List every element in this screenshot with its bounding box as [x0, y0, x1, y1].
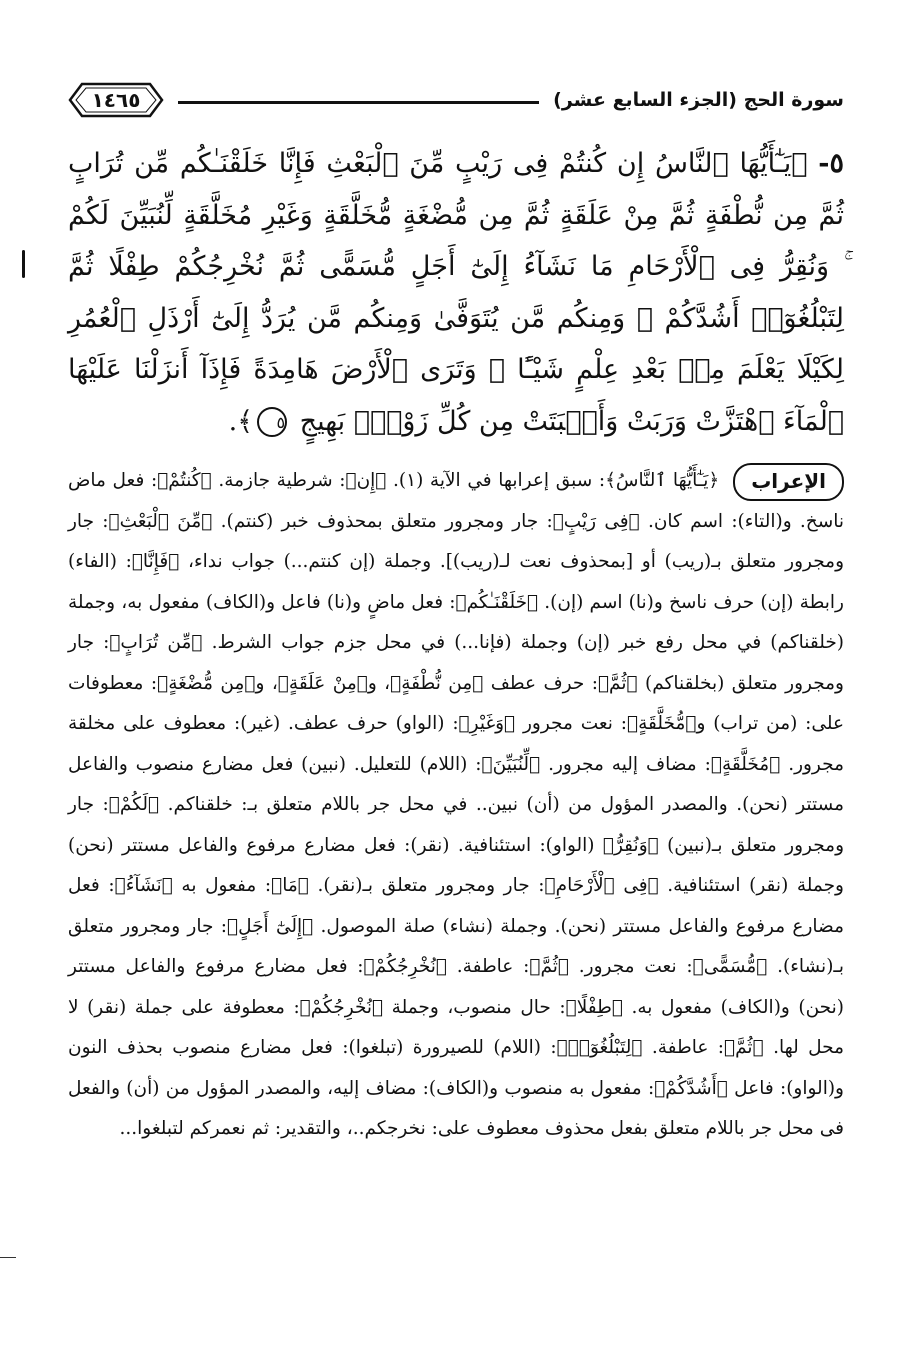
verse-closing: ﴾.	[228, 405, 254, 437]
verse-end-marker: ٥	[257, 407, 287, 437]
verse-text: ﴿يَـٰٓأَيُّهَا ٱلنَّاسُ إِن كُنتُمْ فِى رَيْبٍ مِّنَ ٱلْبَعْثِ فَإِنَّا خَلَقْنَـٰكُم مِّن تُرَابٍ ثُمَّ مِن نُّطْفَةٍ ثُمَّ مِنْ عَلَقَةٍ ثُمَّ مِن مُّضْغَةٍ مُّخَلَّقَةٍ وَغَيْرِ مُخَلَّقَةٍ لِّنُبَيِّنَ لَكُمْ ۚ وَنُقِرُّ فِى ٱلْأَرْحَامِ مَا نَشَآءُ إِلَىٰٓ أَجَلٍ مُّسَمًّى ثُمَّ نُخْرِجُكُمْ طِفْلًا ثُمَّ لِتَبْلُغُوٓا۟ أَشُدَّكُمْ ۖ وَمِنكُم مَّن يُتَوَفَّىٰ وَمِنكُم مَّن يُرَدُّ إِلَىٰٓ أَرْذَلِ ٱلْعُمُرِ لِكَيْلَا يَعْلَمَ مِنۢ بَعْدِ عِلْمٍ شَيْـًٔا ۚ وَتَرَى ٱلْأَرْضَ هَامِدَةً فَإِذَآ أَنزَلْنَا عَلَيْهَا ٱلْمَآءَ ٱهْتَزَّتْ وَرَبَتْ وَأَنۢبَتَتْ مِن كُلِّ زَوْجٍۭ بَهِيجٍ	[68, 148, 844, 437]
header-rule	[178, 101, 539, 104]
irab-section	[68, 461, 844, 1150]
page-number	[68, 80, 164, 120]
irab-text: ﴿يَـٰٓأَيُّهَا ٱلنَّاسُ﴾: سبق إعرابها في الآية (١). ﴿إِن﴾: شرطية جازمة. ﴿كُنتُمْ﴾: فعل ماض ناسخ. و(التاء): اسم كان. ﴿فِى رَيْبٍ﴾: جار ومجرور متعلق بمحذوف خبر (كنتم). ﴿مِّنَ ٱلْبَعْثِ﴾: جار ومجرور متعلق بـ(ريب) أو [بمحذوف نعت لـ(ريب)]. وجملة (إن كنتم...) جواب نداء، ﴿فَإِنَّا﴾: (الفاء) رابطة (إن) حرف ناسخ و(نا) اسم (إن). ﴿خَلَقْنَـٰكُم﴾: فعل ماضٍ و(نا) فاعل و(الكاف) مفعول به، وجملة (خلقناكم) في محل رفع خبر (إن) وجملة (فإنا...) في محل جزم جواب الشرط. ﴿مِّن تُرَابٍ﴾: جار ومجرور متعلق (بخلقناكم) ﴿ثُمَّ﴾: حرف عطف ﴿مِن نُّطْفَةٍ﴾، و﴿مِنْ عَلَقَةٍ﴾، و﴿مِن مُّضْغَةٍ﴾: معطوفات على: (من تراب) و﴿مُّخَلَّقَةٍ﴾: نعت مجرور ﴿وَغَيْرِ﴾: (الواو) حرف عطف. (غير): معطوف على مخلقة مجرور. ﴿مُخَلَّقَةٍ﴾: مضاف إليه مجرور. ﴿لِّنُبَيِّنَ﴾: (اللام) للتعليل. (نبين) فعل مضارع منصوب والفاعل مستتر (نحن). والمصدر المؤول من (أن) نبين.. في محل جر باللام متعلق بـ: خلقناكم. ﴿لَكُمْ﴾: جار ومجرور متعلق بـ(نبين) ﴿وَنُقِرُّ﴾ (الواو): استئنافية. (نقر): فعل مضارع مرفوع والفاعل مستتر (نحن) وجملة (نقر) استئنافية. ﴿فِى ٱلْأَرْحَامِ﴾: جار ومجرور متعلق بـ(نقر). ﴿مَا﴾: مفعول به ﴿نَشَآءُ﴾: فعل مضارع مرفوع والفاعل مستتر (نحن). وجملة (نشاء) صلة الموصول. ﴿إِلَىٰٓ أَجَلٍ﴾: جار ومجرور متعلق بـ(نشاء). ﴿مُّسَمًّى﴾: نعت مجرور. ﴿ثُمَّ﴾: عاطفة. ﴿نُخْرِجُكُمْ﴾: فعل مضارع مرفوع والفاعل مستتر (نحن) و(الكاف) مفعول به. ﴿طِفْلًا﴾: حال منصوب، وجملة ﴿نُخْرِجُكُمْ﴾: معطوفة على جملة (نقر) لا محل لها. ﴿ثُمَّ﴾: عاطفة. ﴿لِتَبْلُغُوٓا۟﴾: (اللام) للصيرورة (تبلغوا): فعل مضارع منصوب بحذف النون و(الواو): فاعل ﴿أَشُدَّكُمْ﴾: مفعول به منصوب و(الكاف): مضاف إليه، والمصدر المؤول من (أن) والفعل فى محل جر باللام متعلق بفعل محذوف معطوف على: نخرجكم..، والتقدير: ثم نعمركم لتبلغوا...	[68, 470, 844, 1139]
irab-label: الإعراب	[733, 463, 844, 501]
page-number-text: ١٤٦٥	[91, 88, 141, 112]
running-title: سورة الحج (الجزء السابع عشر)	[553, 89, 844, 111]
quran-verse	[68, 138, 844, 447]
margin-mark	[22, 250, 25, 278]
page-header	[68, 70, 844, 130]
corner-mark	[0, 1257, 16, 1258]
verse-number-label: ٥-	[818, 148, 844, 179]
